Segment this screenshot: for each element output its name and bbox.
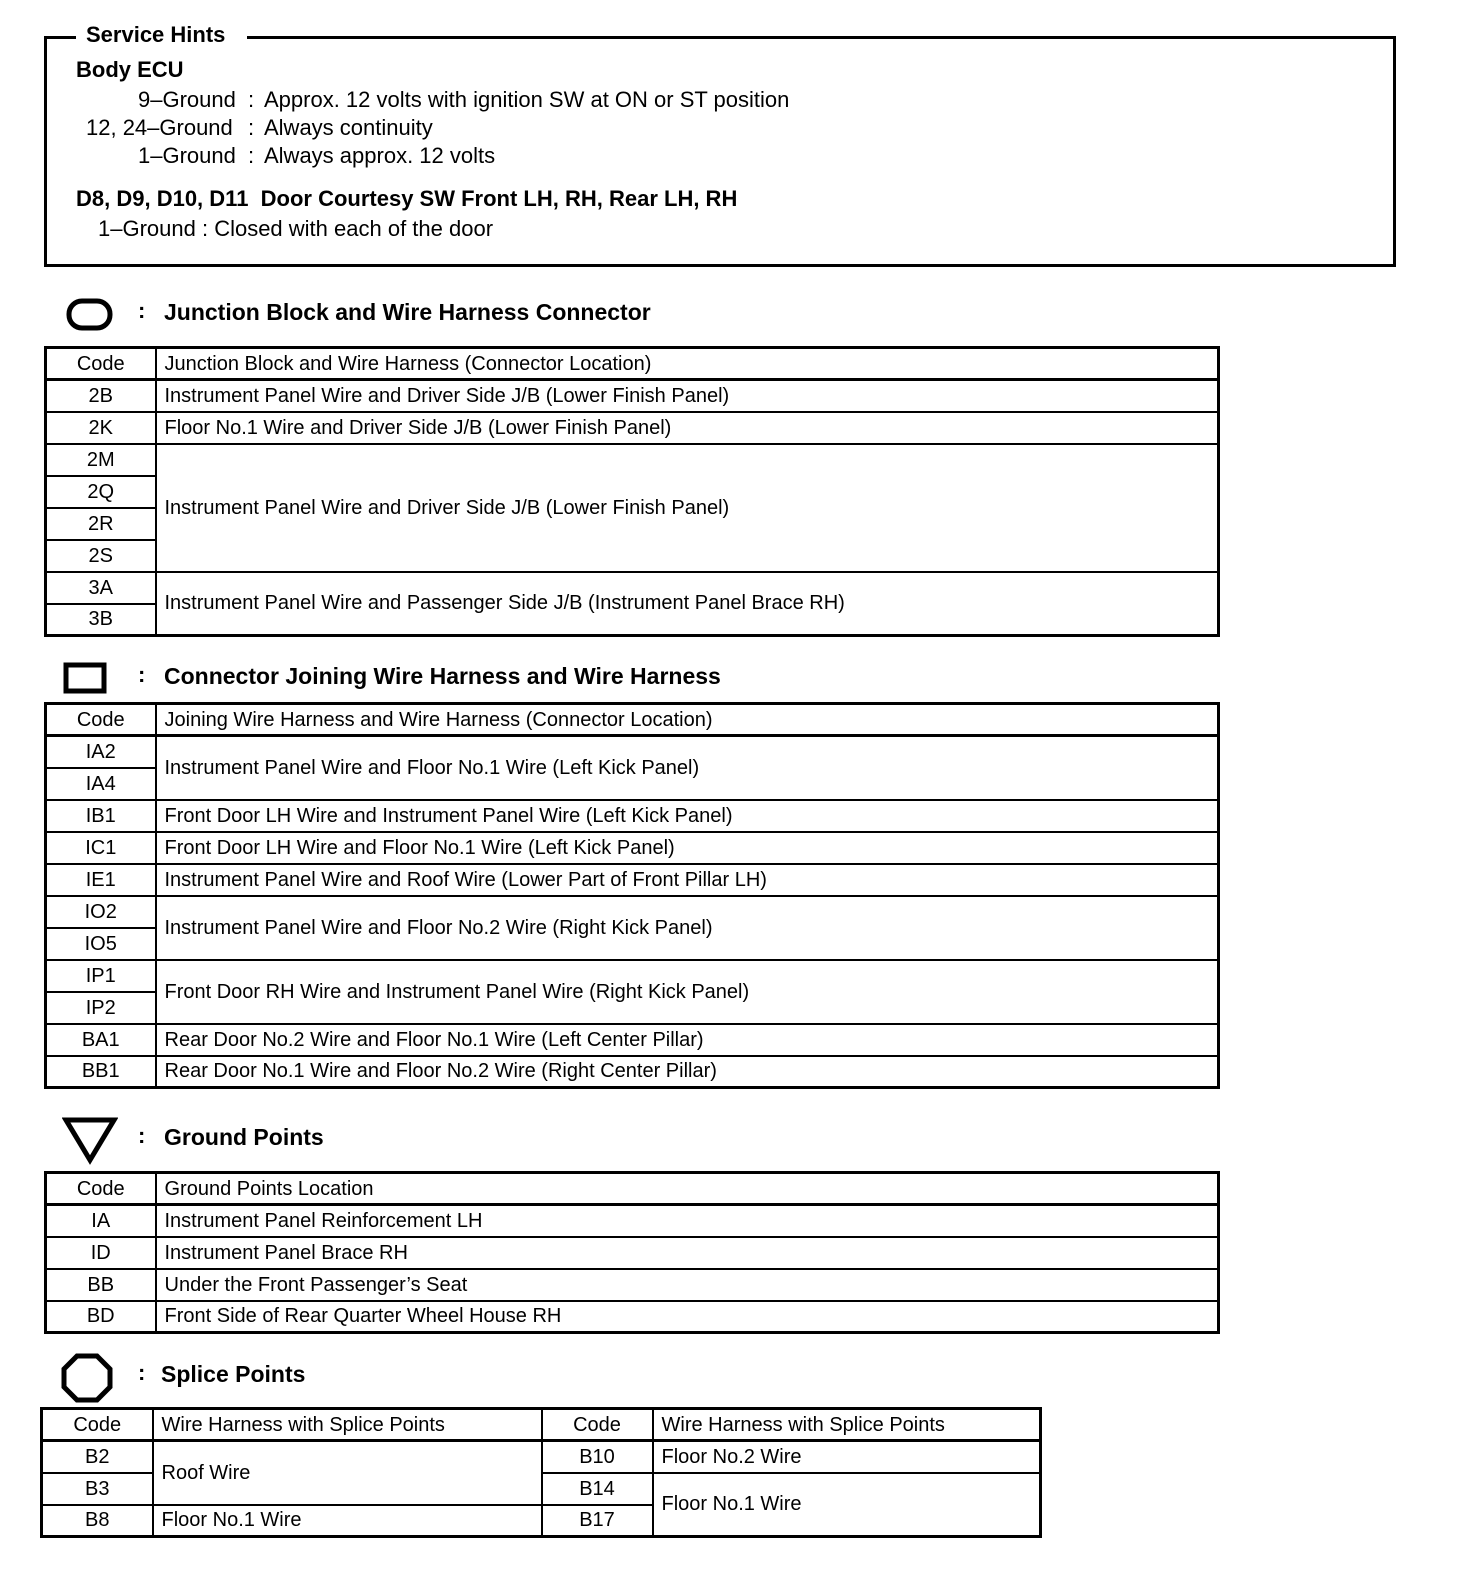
- connector-table: [44, 702, 1220, 1089]
- table-header-row: [46, 1173, 1219, 1205]
- table-row: [46, 800, 1219, 832]
- table-row: [46, 960, 1219, 992]
- code-cell: B17: [542, 1505, 653, 1537]
- header-desc: Wire Harness with Splice Points: [653, 1409, 1041, 1441]
- splice-colon: :: [138, 1360, 146, 1385]
- hint-colon: :: [248, 115, 255, 140]
- code-cell: IE1: [46, 864, 156, 896]
- desc-cell: Instrument Panel Wire and Driver Side J/B (Lower Finish Panel): [156, 444, 1219, 572]
- body-ecu-title: Body ECU: [76, 57, 184, 82]
- header-desc: Ground Points Location: [156, 1173, 1219, 1205]
- table-row: [46, 572, 1219, 604]
- hint-text-1: Approx. 12 volts with ignition SW at ON or ST position: [264, 87, 790, 112]
- code-cell: B3: [42, 1473, 153, 1505]
- desc-cell: Under the Front Passenger’s Seat: [156, 1269, 1219, 1301]
- table-row: [46, 736, 1219, 768]
- header-code: Code: [42, 1409, 153, 1441]
- desc-cell: Floor No.2 Wire: [653, 1441, 1041, 1473]
- code-cell: B10: [542, 1441, 653, 1473]
- desc-cell: Rear Door No.1 Wire and Floor No.2 Wire (Right Center Pillar): [156, 1056, 1219, 1088]
- ground-section-header: [0, 1116, 1472, 1156]
- splice-title: Splice Points: [161, 1361, 306, 1387]
- code-cell: IO5: [46, 928, 156, 960]
- code-cell: B2: [42, 1441, 153, 1473]
- table-row: [46, 864, 1219, 896]
- code-cell: 2B: [46, 380, 156, 412]
- service-hints-title: Service Hints: [76, 20, 247, 50]
- desc-cell: Front Door LH Wire and Floor No.1 Wire (Left Kick Panel): [156, 832, 1219, 864]
- code-cell: BB: [46, 1269, 156, 1301]
- desc-cell: Floor No.1 Wire: [653, 1473, 1041, 1537]
- desc-cell: Floor No.1 Wire and Driver Side J/B (Lower Finish Panel): [156, 412, 1219, 444]
- splice-section-header: [0, 1352, 1472, 1392]
- junction-colon: :: [138, 298, 146, 323]
- hint-label-1: 9–Ground: [138, 87, 236, 112]
- table-row: [46, 896, 1219, 928]
- header-desc: Joining Wire Harness and Wire Harness (Connector Location): [156, 704, 1219, 736]
- door-courtesy-line: 1–Ground : Closed with each of the door: [98, 216, 494, 241]
- junction-block-icon: [66, 297, 114, 331]
- splice-table: [40, 1407, 1042, 1538]
- hint-text-2: Always continuity: [264, 115, 433, 140]
- desc-cell: Instrument Panel Wire and Passenger Side J/B (Instrument Panel Brace RH): [156, 572, 1219, 636]
- connector-square-icon: [62, 661, 108, 695]
- table-row: [46, 1056, 1219, 1088]
- splice-octagon-icon: [60, 1352, 114, 1404]
- hint-label-3: 1–Ground: [138, 143, 236, 168]
- table-row: [46, 1301, 1219, 1333]
- code-cell: B8: [42, 1505, 153, 1537]
- desc-cell: Roof Wire: [153, 1441, 542, 1505]
- door-courtesy-title: D8, D9, D10, D11 Door Courtesy SW Front LH, RH, Rear LH, RH: [76, 186, 738, 211]
- code-cell: 2K: [46, 412, 156, 444]
- code-cell: IP1: [46, 960, 156, 992]
- code-cell: 2R: [46, 508, 156, 540]
- code-cell: IO2: [46, 896, 156, 928]
- desc-cell: Instrument Panel Wire and Floor No.2 Wire (Right Kick Panel): [156, 896, 1219, 960]
- header-code: Code: [46, 704, 156, 736]
- desc-cell: Instrument Panel Wire and Driver Side J/B (Lower Finish Panel): [156, 380, 1219, 412]
- table-row: [46, 1269, 1219, 1301]
- header-code: Code: [46, 1173, 156, 1205]
- connector-colon: :: [138, 662, 146, 687]
- hint-text-3: Always approx. 12 volts: [264, 143, 496, 168]
- code-cell: B14: [542, 1473, 653, 1505]
- code-cell: IC1: [46, 832, 156, 864]
- code-cell: IA2: [46, 736, 156, 768]
- desc-cell: Rear Door No.2 Wire and Floor No.1 Wire (Left Center Pillar): [156, 1024, 1219, 1056]
- table-header-row: [46, 704, 1219, 736]
- junction-section-header: [0, 295, 1472, 335]
- code-cell: IA: [46, 1205, 156, 1237]
- table-row: [46, 1237, 1219, 1269]
- junction-title: Junction Block and Wire Harness Connector: [164, 299, 651, 325]
- desc-cell: Instrument Panel Reinforcement LH: [156, 1205, 1219, 1237]
- ground-title: Ground Points: [164, 1124, 324, 1150]
- table-row: [46, 444, 1219, 476]
- desc-cell: Front Side of Rear Quarter Wheel House RH: [156, 1301, 1219, 1333]
- header-desc: Wire Harness with Splice Points: [153, 1409, 542, 1441]
- code-cell: 3A: [46, 572, 156, 604]
- header-code: Code: [542, 1409, 653, 1441]
- hint-label-2: 12, 24–Ground: [86, 115, 233, 140]
- junction-table: [44, 346, 1220, 637]
- code-cell: ID: [46, 1237, 156, 1269]
- code-cell: BD: [46, 1301, 156, 1333]
- desc-cell: Floor No.1 Wire: [153, 1505, 542, 1537]
- table-row: [46, 1024, 1219, 1056]
- table-row: [46, 832, 1219, 864]
- header-code: Code: [46, 348, 156, 380]
- hint-colon: :: [248, 87, 255, 112]
- code-cell: IA4: [46, 768, 156, 800]
- code-cell: BA1: [46, 1024, 156, 1056]
- connector-title: Connector Joining Wire Harness and Wire Harness: [164, 663, 721, 689]
- table-row: [46, 412, 1219, 444]
- table-header-row: [46, 348, 1219, 380]
- code-cell: IB1: [46, 800, 156, 832]
- desc-cell: Front Door RH Wire and Instrument Panel Wire (Right Kick Panel): [156, 960, 1219, 1024]
- hint-colon: :: [248, 143, 255, 168]
- code-cell: BB1: [46, 1056, 156, 1088]
- desc-cell: Instrument Panel Brace RH: [156, 1237, 1219, 1269]
- desc-cell: Front Door LH Wire and Instrument Panel Wire (Left Kick Panel): [156, 800, 1219, 832]
- code-cell: 2Q: [46, 476, 156, 508]
- desc-cell: Instrument Panel Wire and Floor No.1 Wire (Left Kick Panel): [156, 736, 1219, 800]
- code-cell: 2S: [46, 540, 156, 572]
- table-row: [42, 1441, 1041, 1473]
- ground-colon: :: [138, 1123, 146, 1148]
- connector-section-header: [0, 659, 1472, 699]
- table-header-row: [42, 1409, 1041, 1441]
- code-cell: IP2: [46, 992, 156, 1024]
- table-row: [46, 1205, 1219, 1237]
- code-cell: 2M: [46, 444, 156, 476]
- ground-table: [44, 1171, 1220, 1334]
- ground-triangle-icon: [62, 1116, 118, 1166]
- table-row: [46, 380, 1219, 412]
- code-cell: 3B: [46, 604, 156, 636]
- header-desc: Junction Block and Wire Harness (Connector Location): [156, 348, 1219, 380]
- desc-cell: Instrument Panel Wire and Roof Wire (Lower Part of Front Pillar LH): [156, 864, 1219, 896]
